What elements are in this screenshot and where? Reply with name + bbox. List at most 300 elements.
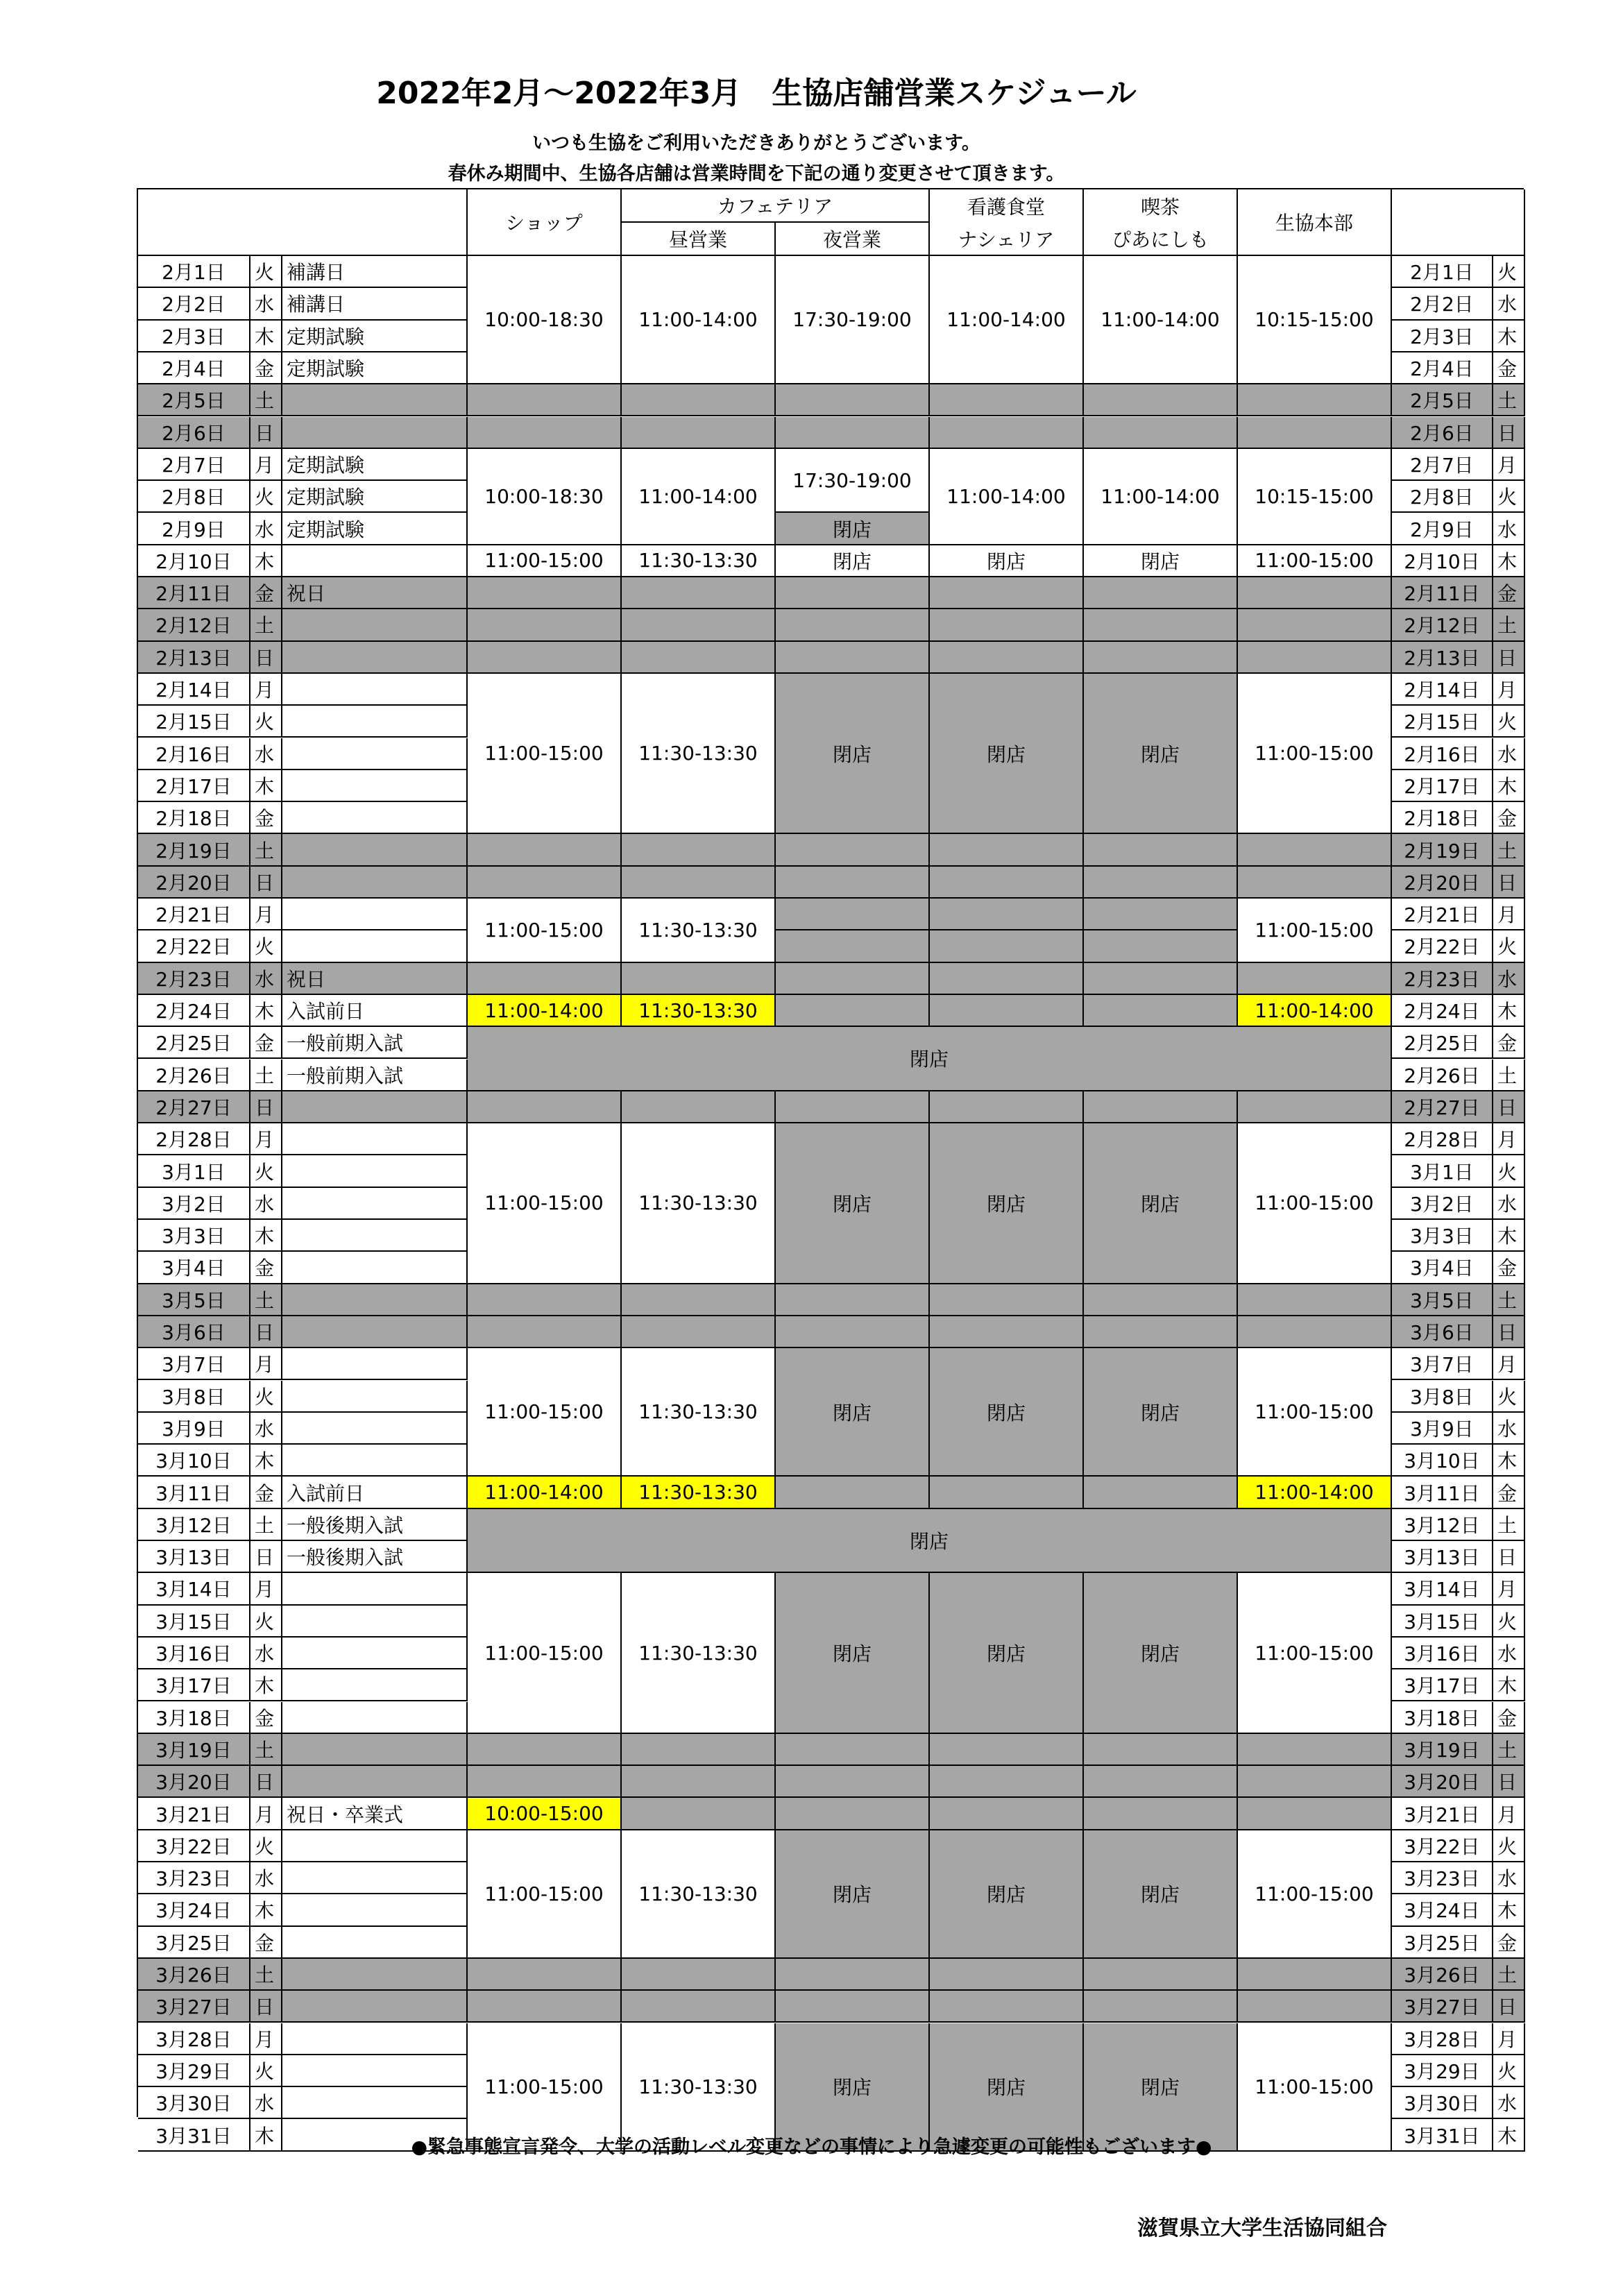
note-cell — [282, 2055, 468, 2087]
weekday-cell: 日 — [250, 642, 282, 674]
date-cell-right: 2月18日 — [1392, 802, 1493, 834]
note-cell — [282, 1413, 468, 1445]
date-cell: 2月23日 — [138, 963, 250, 995]
kango-hours: 11:00-14:00 — [930, 449, 1084, 545]
closed-day-honbu — [1238, 1284, 1392, 1316]
weekday-cell: 火 — [250, 1830, 282, 1862]
closed-day-honbu — [1238, 1991, 1392, 2023]
dinner-hours — [776, 995, 930, 1027]
lunch-hours: 11:30-13:30 — [622, 1123, 776, 1284]
kango-hours — [930, 930, 1084, 962]
shop-hours: 10:00-15:00 — [468, 1798, 622, 1830]
lunch-hours: 11:30-13:30 — [622, 1348, 776, 1477]
header-blank — [138, 189, 468, 256]
header-right-blank — [1392, 189, 1525, 256]
closed-day-kango — [930, 577, 1084, 609]
weekday-cell: 月 — [250, 1348, 282, 1380]
note-cell — [282, 1959, 468, 1991]
note-cell — [282, 1316, 468, 1348]
note-cell — [282, 2087, 468, 2119]
note-cell: 定期試験 — [282, 449, 468, 481]
date-cell: 2月13日 — [138, 642, 250, 674]
date-cell-right: 2月15日 — [1392, 706, 1493, 738]
date-cell-right: 2月20日 — [1392, 867, 1493, 899]
kissa-hours: 閉店 — [1084, 1123, 1238, 1284]
date-cell: 2月9日 — [138, 513, 250, 545]
kango-hours: 閉店 — [930, 1830, 1084, 1959]
date-cell-right: 3月10日 — [1392, 1445, 1493, 1477]
weekday-cell: 火 — [250, 1606, 282, 1638]
note-cell — [282, 770, 468, 802]
weekday-cell: 土 — [250, 1959, 282, 1991]
date-cell-right: 2月9日 — [1392, 513, 1493, 545]
weekday-cell-right: 月 — [1493, 1348, 1525, 1380]
weekday-cell-right: 火 — [1493, 706, 1525, 738]
weekday-cell-right: 金 — [1493, 1477, 1525, 1508]
header-cafeteria: カフェテリア — [622, 189, 930, 223]
note-cell — [282, 1348, 468, 1380]
date-cell: 3月3日 — [138, 1220, 250, 1252]
date-cell-right: 3月2日 — [1392, 1188, 1493, 1220]
weekday-cell-right: 日 — [1493, 867, 1525, 899]
date-cell: 2月12日 — [138, 609, 250, 641]
kissa-hours: 閉店 — [1084, 1830, 1238, 1959]
weekday-cell: 日 — [250, 867, 282, 899]
date-cell: 3月20日 — [138, 1766, 250, 1798]
weekday-cell-right: 土 — [1493, 1509, 1525, 1541]
weekday-cell-right: 木 — [1493, 321, 1525, 352]
weekday-cell: 火 — [250, 1155, 282, 1187]
note-cell — [282, 1862, 468, 1894]
date-cell: 2月18日 — [138, 802, 250, 834]
date-cell: 3月17日 — [138, 1669, 250, 1701]
kango-hours: 閉店 — [930, 1123, 1084, 1284]
weekday-cell-right: 木 — [1493, 1669, 1525, 1701]
organization-name: 滋賀県立大学生活協同組合 — [1137, 2216, 1387, 2240]
closed-day-shop — [468, 1734, 622, 1766]
date-cell-right: 2月8日 — [1392, 481, 1493, 513]
dinner-hours: 閉店 — [776, 1348, 930, 1477]
weekday-cell: 月 — [250, 1123, 282, 1155]
closed-day-lunch — [622, 1734, 776, 1766]
header-kissa-top: 喫茶 — [1084, 189, 1238, 223]
weekday-cell: 月 — [250, 674, 282, 706]
kango-hours — [930, 1477, 1084, 1508]
kango-hours: 11:00-14:00 — [930, 256, 1084, 384]
dinner-hours: 17:30-19:00 — [776, 449, 930, 513]
date-cell-right: 3月17日 — [1392, 1669, 1493, 1701]
closed-day-kango — [930, 609, 1084, 641]
weekday-cell-right: 土 — [1493, 1284, 1525, 1316]
honbu-hours: 11:00-14:00 — [1238, 995, 1392, 1027]
honbu-hours: 11:00-15:00 — [1238, 1123, 1392, 1284]
note-cell — [282, 1284, 468, 1316]
note-cell: 祝日・卒業式 — [282, 1798, 468, 1830]
note-cell — [282, 1123, 468, 1155]
closed-day-kango — [930, 1284, 1084, 1316]
date-cell-right: 3月15日 — [1392, 1606, 1493, 1638]
weekday-cell-right: 日 — [1493, 1316, 1525, 1348]
dinner-hours: 17:30-19:00 — [776, 256, 930, 384]
note-cell — [282, 1638, 468, 1669]
weekday-cell: 木 — [250, 545, 282, 577]
note-cell — [282, 738, 468, 770]
date-cell-right: 3月24日 — [1392, 1894, 1493, 1926]
closed-day-kissa — [1084, 1316, 1238, 1348]
closed-day-shop — [468, 609, 622, 641]
shop-hours: 11:00-14:00 — [468, 995, 622, 1027]
honbu-hours: 11:00-15:00 — [1238, 545, 1392, 577]
kissa-hours: 11:00-14:00 — [1084, 449, 1238, 545]
weekday-cell-right: 水 — [1493, 1413, 1525, 1445]
honbu-hours: 11:00-14:00 — [1238, 1477, 1392, 1508]
weekday-cell-right: 月 — [1493, 2023, 1525, 2055]
closed-day-lunch — [622, 1766, 776, 1798]
weekday-cell: 月 — [250, 1798, 282, 1830]
closed-day-kango — [930, 384, 1084, 416]
date-cell-right: 2月2日 — [1392, 288, 1493, 320]
date-cell: 3月23日 — [138, 1862, 250, 1894]
weekday-cell: 金 — [250, 577, 282, 609]
weekday-cell: 水 — [250, 738, 282, 770]
weekday-cell-right: 水 — [1493, 1862, 1525, 1894]
date-cell: 3月24日 — [138, 1894, 250, 1926]
dinner-hours — [776, 899, 930, 930]
weekday-cell: 木 — [250, 1220, 282, 1252]
kissa-hours — [1084, 1477, 1238, 1508]
date-cell-right: 3月14日 — [1392, 1573, 1493, 1605]
weekday-cell: 水 — [250, 1188, 282, 1220]
date-cell: 3月31日 — [138, 2119, 250, 2151]
header-kango-bottom: ナシェリア — [930, 223, 1084, 256]
note-cell — [282, 706, 468, 738]
weekday-cell-right: 水 — [1493, 738, 1525, 770]
weekday-cell: 木 — [250, 2119, 282, 2151]
honbu-hours: 11:00-15:00 — [1238, 899, 1392, 963]
note-cell: 入試前日 — [282, 1477, 468, 1508]
weekday-cell: 日 — [250, 1766, 282, 1798]
closed-day-kango — [930, 1766, 1084, 1798]
closed-day-lunch — [622, 834, 776, 866]
lunch-hours: 11:30-13:30 — [622, 545, 776, 577]
footnote: ●緊急事態宣言発令、大学の活動レベル変更などの事情により急遽変更の可能性もございます● — [411, 2136, 1212, 2158]
dinner-hours: 閉店 — [776, 1123, 930, 1284]
closed-day-honbu — [1238, 384, 1392, 416]
date-cell: 3月2日 — [138, 1188, 250, 1220]
date-cell-right: 3月16日 — [1392, 1638, 1493, 1669]
date-cell-right: 3月25日 — [1392, 1927, 1493, 1959]
date-cell-right: 3月19日 — [1392, 1734, 1493, 1766]
date-cell-right: 3月18日 — [1392, 1702, 1493, 1734]
weekday-cell: 火 — [250, 481, 282, 513]
closed-day-kissa — [1084, 1766, 1238, 1798]
note-cell — [282, 1188, 468, 1220]
date-cell-right: 3月28日 — [1392, 2023, 1493, 2055]
lunch-hours: 11:30-13:30 — [622, 1573, 776, 1734]
date-cell-right: 3月13日 — [1392, 1541, 1493, 1573]
weekday-cell: 日 — [250, 1316, 282, 1348]
closed-day-shop — [468, 963, 622, 995]
weekday-cell-right: 水 — [1493, 963, 1525, 995]
honbu-hours: 11:00-15:00 — [1238, 1830, 1392, 1959]
closed-day-lunch — [622, 384, 776, 416]
weekday-cell: 火 — [250, 256, 282, 288]
weekday-cell: 金 — [250, 1702, 282, 1734]
date-cell-right: 2月3日 — [1392, 321, 1493, 352]
note-cell — [282, 1573, 468, 1605]
weekday-cell-right: 土 — [1493, 1060, 1525, 1091]
weekday-cell-right: 木 — [1493, 545, 1525, 577]
weekday-cell: 土 — [250, 1060, 282, 1091]
honbu-hours: 11:00-15:00 — [1238, 674, 1392, 835]
note-cell: 定期試験 — [282, 481, 468, 513]
date-cell-right: 3月4日 — [1392, 1252, 1493, 1284]
note-cell — [282, 867, 468, 899]
subtitle-notice: 春休み期間中、生協各店舗は営業時間を下記の通り変更させて頂きます。 — [448, 163, 1065, 185]
date-cell: 2月28日 — [138, 1123, 250, 1155]
weekday-cell: 日 — [250, 1541, 282, 1573]
closed-day-lunch — [622, 609, 776, 641]
note-cell — [282, 1894, 468, 1926]
date-cell: 3月7日 — [138, 1348, 250, 1380]
closed-day-kango — [930, 417, 1084, 449]
weekday-cell-right: 火 — [1493, 1830, 1525, 1862]
dinner-hours — [776, 1477, 930, 1508]
date-cell-right: 2月4日 — [1392, 352, 1493, 384]
note-cell — [282, 1381, 468, 1413]
shop-hours: 10:00-18:30 — [468, 449, 622, 545]
kissa-hours: 閉店 — [1084, 1573, 1238, 1734]
closed-day-dinner — [776, 1091, 930, 1123]
shop-hours: 11:00-15:00 — [468, 1830, 622, 1959]
date-cell: 2月14日 — [138, 674, 250, 706]
date-cell-right: 2月28日 — [1392, 1123, 1493, 1155]
closed-day-kango — [930, 1991, 1084, 2023]
date-cell: 3月28日 — [138, 2023, 250, 2055]
date-cell: 2月8日 — [138, 481, 250, 513]
weekday-cell-right: 土 — [1493, 834, 1525, 866]
note-cell — [282, 1991, 468, 2023]
note-cell — [282, 642, 468, 674]
date-cell-right: 2月1日 — [1392, 256, 1493, 288]
note-cell — [282, 609, 468, 641]
closed-day-dinner — [776, 1316, 930, 1348]
date-cell: 2月7日 — [138, 449, 250, 481]
closed-day-lunch — [622, 1091, 776, 1123]
weekday-cell: 水 — [250, 1638, 282, 1669]
weekday-cell: 土 — [250, 384, 282, 416]
kissa-hours — [1084, 899, 1238, 930]
kango-hours — [930, 995, 1084, 1027]
header-kango-top: 看護食堂 — [930, 189, 1084, 223]
weekday-cell-right: 水 — [1493, 2087, 1525, 2119]
weekday-cell-right: 木 — [1493, 770, 1525, 802]
date-cell: 3月6日 — [138, 1316, 250, 1348]
note-cell — [282, 417, 468, 449]
closed-day-kissa — [1084, 384, 1238, 416]
dinner-hours: 閉店 — [776, 674, 930, 835]
note-cell — [282, 1830, 468, 1862]
date-cell-right: 2月27日 — [1392, 1091, 1493, 1123]
weekday-cell: 火 — [250, 706, 282, 738]
weekday-cell: 木 — [250, 1669, 282, 1701]
note-cell — [282, 1702, 468, 1734]
weekday-cell-right: 金 — [1493, 1927, 1525, 1959]
weekday-cell-right: 木 — [1493, 995, 1525, 1027]
lunch-hours: 11:30-13:30 — [622, 1830, 776, 1959]
weekday-cell: 金 — [250, 1477, 282, 1508]
closed-day-honbu — [1238, 963, 1392, 995]
date-cell: 2月20日 — [138, 867, 250, 899]
date-cell: 2月10日 — [138, 545, 250, 577]
date-cell-right: 3月11日 — [1392, 1477, 1493, 1508]
weekday-cell: 水 — [250, 1413, 282, 1445]
closed-day-honbu — [1238, 577, 1392, 609]
weekday-cell-right: 火 — [1493, 1606, 1525, 1638]
closed-day-kango — [930, 834, 1084, 866]
lunch-hours: 11:30-13:30 — [622, 2023, 776, 2152]
weekday-cell-right: 木 — [1493, 1445, 1525, 1477]
closed-day-kissa — [1084, 577, 1238, 609]
closed-day-kissa — [1084, 1091, 1238, 1123]
shop-hours: 10:00-18:30 — [468, 256, 622, 384]
date-cell-right: 2月16日 — [1392, 738, 1493, 770]
date-cell-right: 2月24日 — [1392, 995, 1493, 1027]
closed-day-honbu — [1238, 1316, 1392, 1348]
shop-hours: 11:00-15:00 — [468, 1573, 622, 1734]
kissa-hours — [1084, 1798, 1238, 1830]
weekday-cell-right: 金 — [1493, 1252, 1525, 1284]
weekday-cell-right: 日 — [1493, 1091, 1525, 1123]
note-cell — [282, 674, 468, 706]
note-cell — [282, 1220, 468, 1252]
weekday-cell: 月 — [250, 2023, 282, 2055]
subtitle-greeting: いつも生協をご利用いただきありがとうございます。 — [532, 133, 980, 154]
closed-day-kissa — [1084, 609, 1238, 641]
date-cell: 3月1日 — [138, 1155, 250, 1187]
note-cell — [282, 1734, 468, 1766]
lunch-hours — [622, 1798, 776, 1830]
honbu-hours: 10:15-15:00 — [1238, 256, 1392, 384]
date-cell-right: 3月9日 — [1392, 1413, 1493, 1445]
closed-day-kissa — [1084, 867, 1238, 899]
date-cell: 2月2日 — [138, 288, 250, 320]
closed-day-shop — [468, 1766, 622, 1798]
closed-day-dinner — [776, 417, 930, 449]
date-cell-right: 2月6日 — [1392, 417, 1493, 449]
closed-day-lunch — [622, 1991, 776, 2023]
closed-day-kango — [930, 642, 1084, 674]
date-cell-right: 2月17日 — [1392, 770, 1493, 802]
kissa-hours — [1084, 930, 1238, 962]
note-cell: 一般前期入試 — [282, 1027, 468, 1059]
note-cell: 定期試験 — [282, 513, 468, 545]
date-cell-right: 2月7日 — [1392, 449, 1493, 481]
date-cell-right: 2月14日 — [1392, 674, 1493, 706]
closed-day-dinner — [776, 577, 930, 609]
weekday-cell-right: 金 — [1493, 1027, 1525, 1059]
closed-merged: 閉店 — [468, 1027, 1392, 1091]
closed-day-kango — [930, 1091, 1084, 1123]
weekday-cell-right: 水 — [1493, 288, 1525, 320]
date-cell: 2月27日 — [138, 1091, 250, 1123]
weekday-cell-right: 木 — [1493, 2119, 1525, 2151]
closed-day-dinner — [776, 1959, 930, 1991]
date-cell: 3月9日 — [138, 1413, 250, 1445]
weekday-cell-right: 月 — [1493, 1573, 1525, 1605]
weekday-cell: 金 — [250, 1927, 282, 1959]
closed-day-lunch — [622, 642, 776, 674]
closed-day-honbu — [1238, 642, 1392, 674]
weekday-cell-right: 火 — [1493, 930, 1525, 962]
weekday-cell: 土 — [250, 1509, 282, 1541]
honbu-hours — [1238, 1798, 1392, 1830]
note-cell — [282, 1927, 468, 1959]
date-cell-right: 3月27日 — [1392, 1991, 1493, 2023]
lunch-hours: 11:30-13:30 — [622, 899, 776, 963]
date-cell-right: 3月29日 — [1392, 2055, 1493, 2087]
note-cell: 定期試験 — [282, 321, 468, 352]
closed-day-kissa — [1084, 1991, 1238, 2023]
note-cell — [282, 1445, 468, 1477]
closed-day-kissa — [1084, 1959, 1238, 1991]
note-cell: 補講日 — [282, 256, 468, 288]
kissa-hours — [1084, 995, 1238, 1027]
kissa-hours: 閉店 — [1084, 545, 1238, 577]
date-cell: 3月29日 — [138, 2055, 250, 2087]
note-cell: 入試前日 — [282, 995, 468, 1027]
weekday-cell: 火 — [250, 2055, 282, 2087]
weekday-cell-right: 木 — [1493, 1894, 1525, 1926]
closed-day-kango — [930, 1316, 1084, 1348]
weekday-cell-right: 土 — [1493, 609, 1525, 641]
weekday-cell: 土 — [250, 834, 282, 866]
date-cell-right: 2月26日 — [1392, 1060, 1493, 1091]
date-cell: 3月16日 — [138, 1638, 250, 1669]
weekday-cell-right: 金 — [1493, 577, 1525, 609]
weekday-cell: 月 — [250, 449, 282, 481]
weekday-cell: 金 — [250, 802, 282, 834]
date-cell-right: 2月23日 — [1392, 963, 1493, 995]
date-cell: 2月17日 — [138, 770, 250, 802]
weekday-cell: 月 — [250, 899, 282, 930]
kissa-hours: 閉店 — [1084, 674, 1238, 835]
date-cell-right: 3月31日 — [1392, 2119, 1493, 2151]
weekday-cell: 木 — [250, 995, 282, 1027]
date-cell: 3月19日 — [138, 1734, 250, 1766]
closed-day-kango — [930, 867, 1084, 899]
weekday-cell: 水 — [250, 288, 282, 320]
date-cell: 3月13日 — [138, 1541, 250, 1573]
kissa-hours: 11:00-14:00 — [1084, 256, 1238, 384]
closed-day-dinner — [776, 1284, 930, 1316]
note-cell — [282, 802, 468, 834]
closed-day-honbu — [1238, 1959, 1392, 1991]
weekday-cell-right: 火 — [1493, 481, 1525, 513]
closed-day-honbu — [1238, 609, 1392, 641]
date-cell: 3月5日 — [138, 1284, 250, 1316]
weekday-cell-right: 金 — [1493, 802, 1525, 834]
weekday-cell-right: 土 — [1493, 384, 1525, 416]
date-cell-right: 3月21日 — [1392, 1798, 1493, 1830]
page-title: 2022年2月～2022年3月 生協店舗営業スケジュール — [376, 76, 1137, 111]
kango-hours: 閉店 — [930, 1348, 1084, 1477]
note-cell — [282, 1091, 468, 1123]
weekday-cell: 土 — [250, 1284, 282, 1316]
date-cell: 3月12日 — [138, 1509, 250, 1541]
closed-day-dinner — [776, 642, 930, 674]
weekday-cell-right: 日 — [1493, 642, 1525, 674]
